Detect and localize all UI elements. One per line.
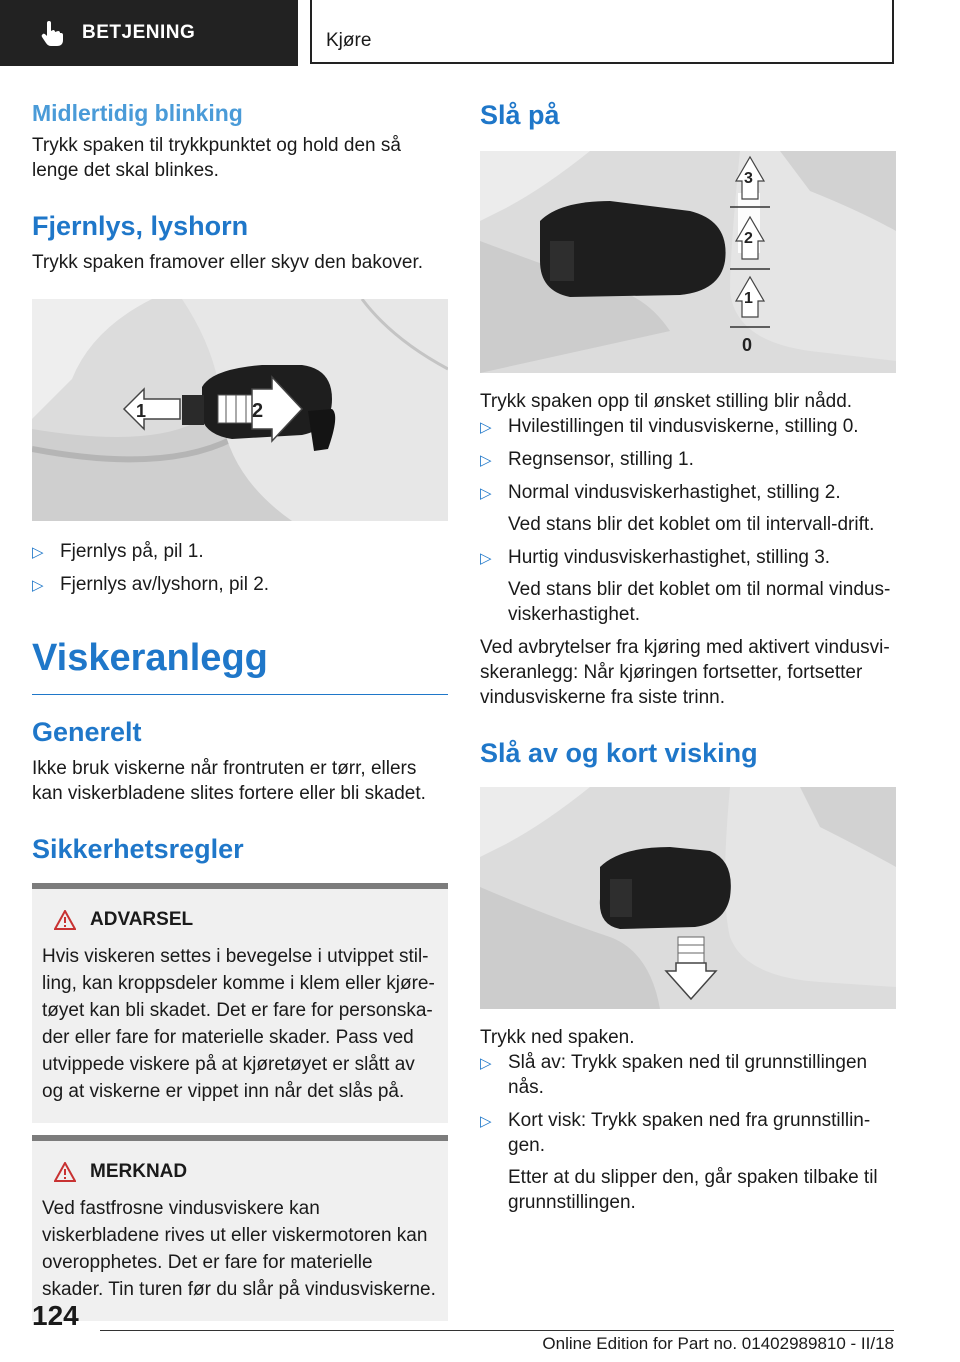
position-label-1: 1 (744, 290, 753, 307)
triangle-bullet-icon: ▷ (32, 577, 44, 594)
edition-footer: Online Edition for Part no. 01402989810 - II/18 (542, 1334, 894, 1353)
highbeam-text: Trykk spaken framover eller skyv den bakover. (32, 252, 424, 273)
position-label-3: 3 (744, 170, 753, 187)
list-item-text: Hurtig vindusviskerhastighet, stilling 3. (508, 547, 831, 568)
position-label-2: 2 (744, 230, 753, 247)
triangle-bullet-icon: ▷ (480, 419, 492, 436)
heading-rule (32, 694, 448, 695)
list-item-subtext: Ved stans blir det koblet om til normal vindus-viskerhastighet. (508, 579, 891, 625)
warning-triangle-icon (54, 910, 76, 930)
right-column (480, 100, 896, 1223)
safety-heading: Sikkerhetsregler (32, 834, 244, 864)
wiper-off-figure (480, 787, 896, 1009)
highbeam-lever-figure (32, 299, 448, 521)
wiper-off-text: Trykk ned spaken. (480, 1027, 635, 1048)
warning-box (32, 883, 448, 1123)
general-text: Ikke bruk viskerne når frontruten er tørr, ellers kan viskerbladene slites fortere eller bli skadet. (32, 758, 426, 804)
header-section-tab (0, 0, 298, 66)
list-item-subtext: Ved stans blir det koblet om til intervall-drift. (508, 514, 875, 535)
list-item-text: Normal vindusviskerhastighet, stilling 2. (508, 482, 841, 503)
wiper-heading: Viskeranlegg (32, 637, 268, 679)
warning-label: ADVARSEL (90, 909, 194, 930)
arrow-label-2: 2 (252, 400, 264, 422)
wiper-on-heading: Slå på (480, 100, 560, 130)
chapter-header (310, 0, 894, 64)
general-heading: Generelt (32, 717, 142, 747)
section-label: BETJENING (82, 22, 196, 43)
warning-triangle-icon (54, 1162, 76, 1182)
notice-box (32, 1135, 448, 1321)
triangle-bullet-icon: ▷ (480, 550, 492, 567)
hand-pointer-icon (38, 20, 64, 46)
chapter-label: Kjøre (326, 30, 372, 51)
wiper-off-heading: Slå av og kort visking (480, 738, 758, 768)
list-item (480, 1108, 896, 1215)
list-item-text: Fjernlys av/lyshorn, pil 2. (60, 574, 270, 595)
notice-text: Ved fastfrosne vindusviskere kan viskerbladene rives ut eller viskermotoren kan overopphetes. Det er fare for materielle skader. Tin turen før du slår på vindusviskerne. (42, 1198, 436, 1300)
list-item-subtext: Etter at du slipper den, går spaken tilbake til grunnstillingen. (508, 1167, 878, 1213)
warning-text: Hvis viskeren settes i bevegelse i utvippet stil-ling, kan kroppsdeler komme i klem eller kjøre-tøyet kan bli skadet. Det er fare for personska-der eller fare for materielle skader. Pass ved utvippede viskere på at kjøretøyet er slått av og at viskerne er vippet inn når det slås på. (42, 946, 435, 1102)
list-item (32, 572, 448, 597)
flash-heading: Midlertidig blinking (32, 100, 243, 126)
list-item-text: Kort visk: Trykk spaken ned fra grunnstillin-gen. (508, 1110, 871, 1156)
arrow-label-1: 1 (136, 401, 147, 421)
footer-rule (100, 1330, 894, 1331)
triangle-bullet-icon: ▷ (480, 1113, 492, 1130)
triangle-bullet-icon: ▷ (480, 452, 492, 469)
position-label-0: 0 (742, 335, 753, 355)
list-item-text: Regnsensor, stilling 1. (508, 449, 694, 470)
notice-label: MERKNAD (90, 1161, 188, 1182)
highbeam-heading: Fjernlys, lyshorn (32, 211, 249, 241)
flash-text: Trykk spaken til trykkpunktet og hold den så lenge det skal blinkes. (32, 135, 401, 181)
wiper-on-list (480, 414, 896, 627)
list-item (480, 545, 896, 627)
list-item (32, 539, 448, 564)
list-item (480, 414, 896, 439)
list-item (480, 480, 896, 537)
highbeam-list (32, 539, 448, 597)
list-item (480, 1050, 896, 1100)
list-item-text: Slå av: Trykk spaken ned til grunnstillingen nås. (508, 1052, 868, 1098)
triangle-bullet-icon: ▷ (32, 544, 44, 561)
triangle-bullet-icon: ▷ (480, 1055, 492, 1072)
list-item-text: Fjernlys på, pil 1. (60, 541, 204, 562)
list-item-text: Hvilestillingen til vindusviskerne, stilling 0. (508, 416, 859, 437)
list-item (480, 447, 896, 472)
wiper-on-text: Trykk spaken opp til ønsket stilling blir nådd. (480, 391, 853, 412)
left-column (32, 100, 448, 1321)
wiper-on-figure (480, 151, 896, 373)
triangle-bullet-icon: ▷ (480, 485, 492, 502)
page-number: 124 (32, 1300, 79, 1331)
interrupt-text: Ved avbrytelser fra kjøring med aktivert vindusvi-skeranlegg: Når kjøringen fortsetter, fortsetter vindusviskerne fra siste trinn. (480, 637, 890, 708)
wiper-off-list (480, 1050, 896, 1215)
